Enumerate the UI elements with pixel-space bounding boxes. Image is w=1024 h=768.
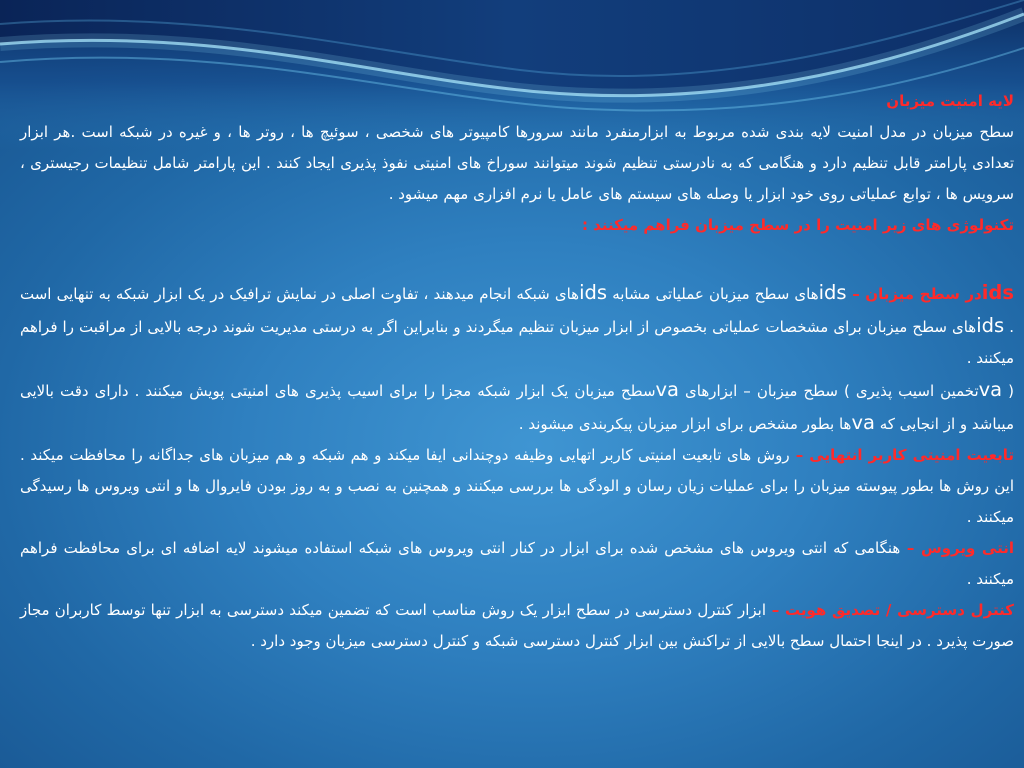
slide-content <box>20 86 1014 657</box>
ids-description-text: های سطح میزبان عملیاتی مشابه <box>607 285 819 303</box>
va-description-text: تخمین اسیب پذیری ) سطح میزبان – ابزارهای <box>679 382 979 400</box>
technologies-list <box>20 277 1014 657</box>
ids-term-label: در سطح میزبان – <box>846 285 982 303</box>
list-item-host-ids <box>20 277 1014 374</box>
antivirus-description: هنگامی که انتی ویروس های مشخص شده برای ابزار در کنار انتی ویروس های شبکه استفاده میشوند لایه اضافه ای برای محافظت فراهم میکنند . <box>20 539 1014 588</box>
list-item-access-control <box>20 595 1014 657</box>
va-acronym: va <box>655 378 680 401</box>
endpoint-compliance-term: تابعیت امنیتی کاربر انتهایی – <box>789 446 1014 464</box>
ids-description-text: های شبکه انجام میدهند ، تفاوت اصلی در نمایش ترافیک در یک ابزار شبکه به تنهایی است . <box>20 285 1014 336</box>
va-description-text: ها بطور مشخص برای ابزار میزبان پیکربندی میشوند . <box>518 415 852 433</box>
technologies-heading: تکنولوژی های زیر امنیت را در سطح میزبان فراهم میکنند : <box>581 216 1014 234</box>
list-item-antivirus <box>20 533 1014 595</box>
list-item-host-va <box>20 374 1014 440</box>
antivirus-term: انتی ویروس – <box>900 539 1014 557</box>
ids-acronym: ids <box>579 281 608 304</box>
list-item-endpoint-compliance <box>20 440 1014 533</box>
ids-description-text: های سطح میزبان برای مشخصات عملیاتی بخصوص از ابزار میزبان تنظیم میگردند و بنابراین اگر به درستی مدیریت شوند درجه بالایی از مراقبت را فراهم میکنند . <box>20 318 1014 367</box>
va-description-text: سطح میزبان یک ابزار شبکه مجزا را برای اسیب پذیری های امنیتی پویش میکنند . دارای دقت بالایی میباشد و از انجایی که <box>20 382 1014 433</box>
endpoint-compliance-description: روش های تابعیت امنیتی کاربر اتهایی وظیفه دوچندانی ایفا میکند و هم شبکه و هم میزبان های جداگانه را محافظت میکند . این روش ها بطور پیوسته میزبان را برای عملیات زیان رسان و الودگی ها بررسی میکنند و همچنین به نصب و به روز بودن فایروال ها و انتی ویروس ها رسیدگی میکنند . <box>20 446 1014 526</box>
intro-paragraph: سطح میزبان در مدل امنیت لایه بندی شده مربوط به ابزارمنفرد مانند سرورها کامپیوتر های شخصی ، سوئیچ ها ، روتر ها ، و غیره در شبکه است .هر ابزار تعدادی پارامتر قابل تنظیم دارد و هنگامی که به نادرستی تنظیم شوند میتوانند سوراخ های امنیتی نفوذ پذیری ایجاد کنند . این پارامتر شامل تنظیمات رجیستری ، سرویس ها ، توابع عملیاتی روی خود ابزار یا وصله های سیستم های عامل یا نرم افزاری مهم میشود . <box>20 123 1014 203</box>
slide-title: لایه امنیت میزبان <box>886 92 1014 110</box>
ids-acronym: ids <box>818 281 847 304</box>
va-acronym: va <box>978 378 1003 401</box>
access-control-description: ابزار کنترل دسترسی در سطح ابزار یک روش مناسب است که تضمین میکند دسترسی به ابزار تنها توسط کاربران مجاز صورت پذیرد . در اینجا احتمال سطح بالایی از تراکنش بین ابزار کنترل دسترسی شبکه و کنترل دسترسی میزبان وجود دارد . <box>20 601 1014 650</box>
va-open-paren: ( <box>1002 382 1015 400</box>
ids-acronym: ids <box>976 314 1005 337</box>
ids-term-acronym: ids <box>981 281 1014 304</box>
access-control-term: کنترل دسترسی / تصدیق هویت – <box>766 601 1014 619</box>
va-acronym: va <box>851 411 875 434</box>
